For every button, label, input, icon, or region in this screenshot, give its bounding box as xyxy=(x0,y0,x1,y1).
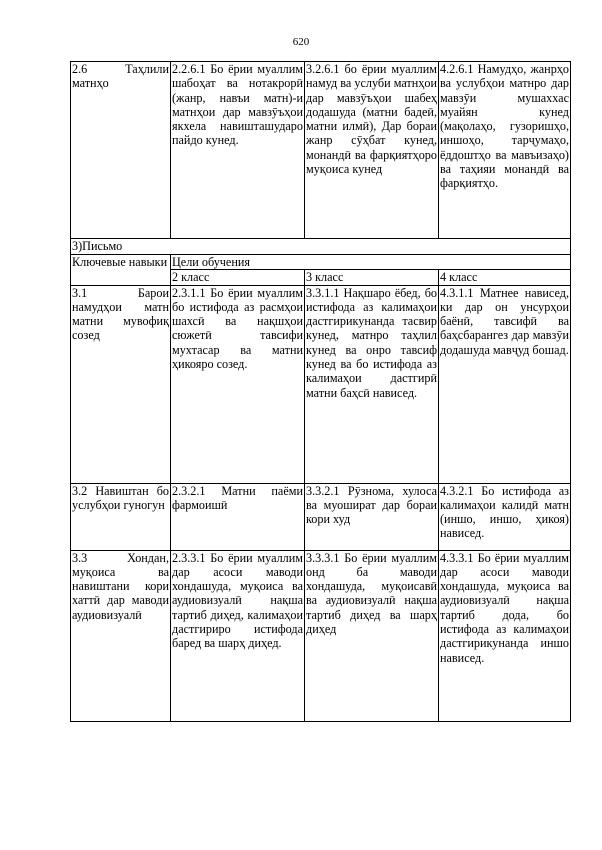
header-row xyxy=(71,255,571,270)
grade2-goal-cell: 2.3.3.1 Бо ёрии муаллим дар асоси маводи хондашуда, муқоиса ва аудиовизуалӣ нақша тартиб диҳед, калимаҳои дастгириро истифода баред ва шарҳ диҳед. xyxy=(171,550,305,721)
grade3-goal-cell: 3.3.3.1 Бо ёрии муаллим онд ба маводи хондашуда, муқоисавӣ ва аудиовизуалӣ нақша тартиб диҳед ва шарҳ диҳед xyxy=(305,550,439,721)
grade3-header: 3 класс xyxy=(305,270,439,285)
grade2-goal-cell: 2.3.2.1 Матни паёми фармоишӣ xyxy=(171,483,305,550)
grade4-goal-cell: 4.3.1.1 Матнее нависед, ки дар он унсурҳои баёнӣ, тавсифӣ ва баҳсбарангез дар мавзӯи додашуда мавҷуд бошад. xyxy=(439,285,571,483)
grade2-goal-cell: 2.2.6.1 Бо ёрии муаллим шабоҳат ва нотакрорӣ (жанр, навъи матн)-и матнҳои дар мавзӯъҳои якхела навишташударо пайдо кунед. xyxy=(171,62,305,239)
grade4-goal-cell: 4.2.6.1 Намудҳо, жанрҳо ва услубҳои матнро дар мавзӯи мушаххас муайян кунед (мақолаҳо, гузоришҳо, иншоҳо, тарҷумаҳо, ёддоштҳо ва мавъизаҳо) ва таҳияи монандӣ ва фарқиятҳо. xyxy=(439,62,571,239)
skill-cell: 2.6 Таҳлили матнҳо xyxy=(71,62,171,239)
grade3-goal-cell: 3.3.2.1 Рӯзнома, хулоса ва муошират дар бораи кори худ xyxy=(305,483,439,550)
table-row-analysis xyxy=(71,62,571,239)
grade3-goal-cell: 3.3.1.1 Нақшаро ёбед, бо истифода аз калимаҳои дастгирикунанда тасвир кунед, матнро таҳлил кунед ва онро тавсиф кунед ва бо истифода аз калимаҳои дастгирӣ матни баҳсӣ нависед. xyxy=(305,285,439,483)
table-row xyxy=(71,285,571,483)
skill-cell: 3.1 Барои намудҳои матн матни мувофиқ созед xyxy=(71,285,171,483)
page-number: 620 xyxy=(292,36,310,48)
grade4-header: 4 класс xyxy=(439,270,571,285)
skills-header: Ключевые навыки xyxy=(71,255,171,286)
curriculum-table xyxy=(70,61,571,722)
grade4-goal-cell: 4.3.3.1 Бо ёрии муаллим дар асоси маводи хондашуда, муқоиса ва аудиовизуалӣ нақша тартиб дода, бо истифода аз калимаҳои дастгирикунанда иншо нависед. xyxy=(439,550,571,721)
grade4-goal-cell: 4.3.2.1 Бо истифода аз калимаҳои калидӣ матн (иншо, иншо, ҳикоя) нависед. xyxy=(439,483,571,550)
grade2-header: 2 класс xyxy=(171,270,305,285)
skill-cell: 3.3 Хондан, муқоиса ва навиштани кори хаттӣ дар маводи аудиовизуалӣ xyxy=(71,550,171,721)
goals-header: Цели обучения xyxy=(171,255,571,270)
grade2-goal-cell: 2.3.1.1 Бо ёрии муаллим бо истифода аз расмҳои шахсӣ ва нақшҳои сюжетӣ тавсифи мухтасар ва матни ҳикояро созед. xyxy=(171,285,305,483)
grade3-goal-cell: 3.2.6.1 бо ёрии муаллим намуд ва услуби матнҳои дар мавзӯъҳои шабеҳ додашуда (матни бадеӣ, матни илмӣ), Дар бораи жанр сӯҳбат кунед, монандӣ ва фарқиятҳоро муқоиса кунед xyxy=(305,62,439,239)
skill-cell: 3.2 Навиштан бо услубҳои гуногун xyxy=(71,483,171,550)
section-title: 3)Письмо xyxy=(71,239,571,255)
table-row xyxy=(71,483,571,550)
table-row xyxy=(71,550,571,721)
section-row xyxy=(71,239,571,255)
